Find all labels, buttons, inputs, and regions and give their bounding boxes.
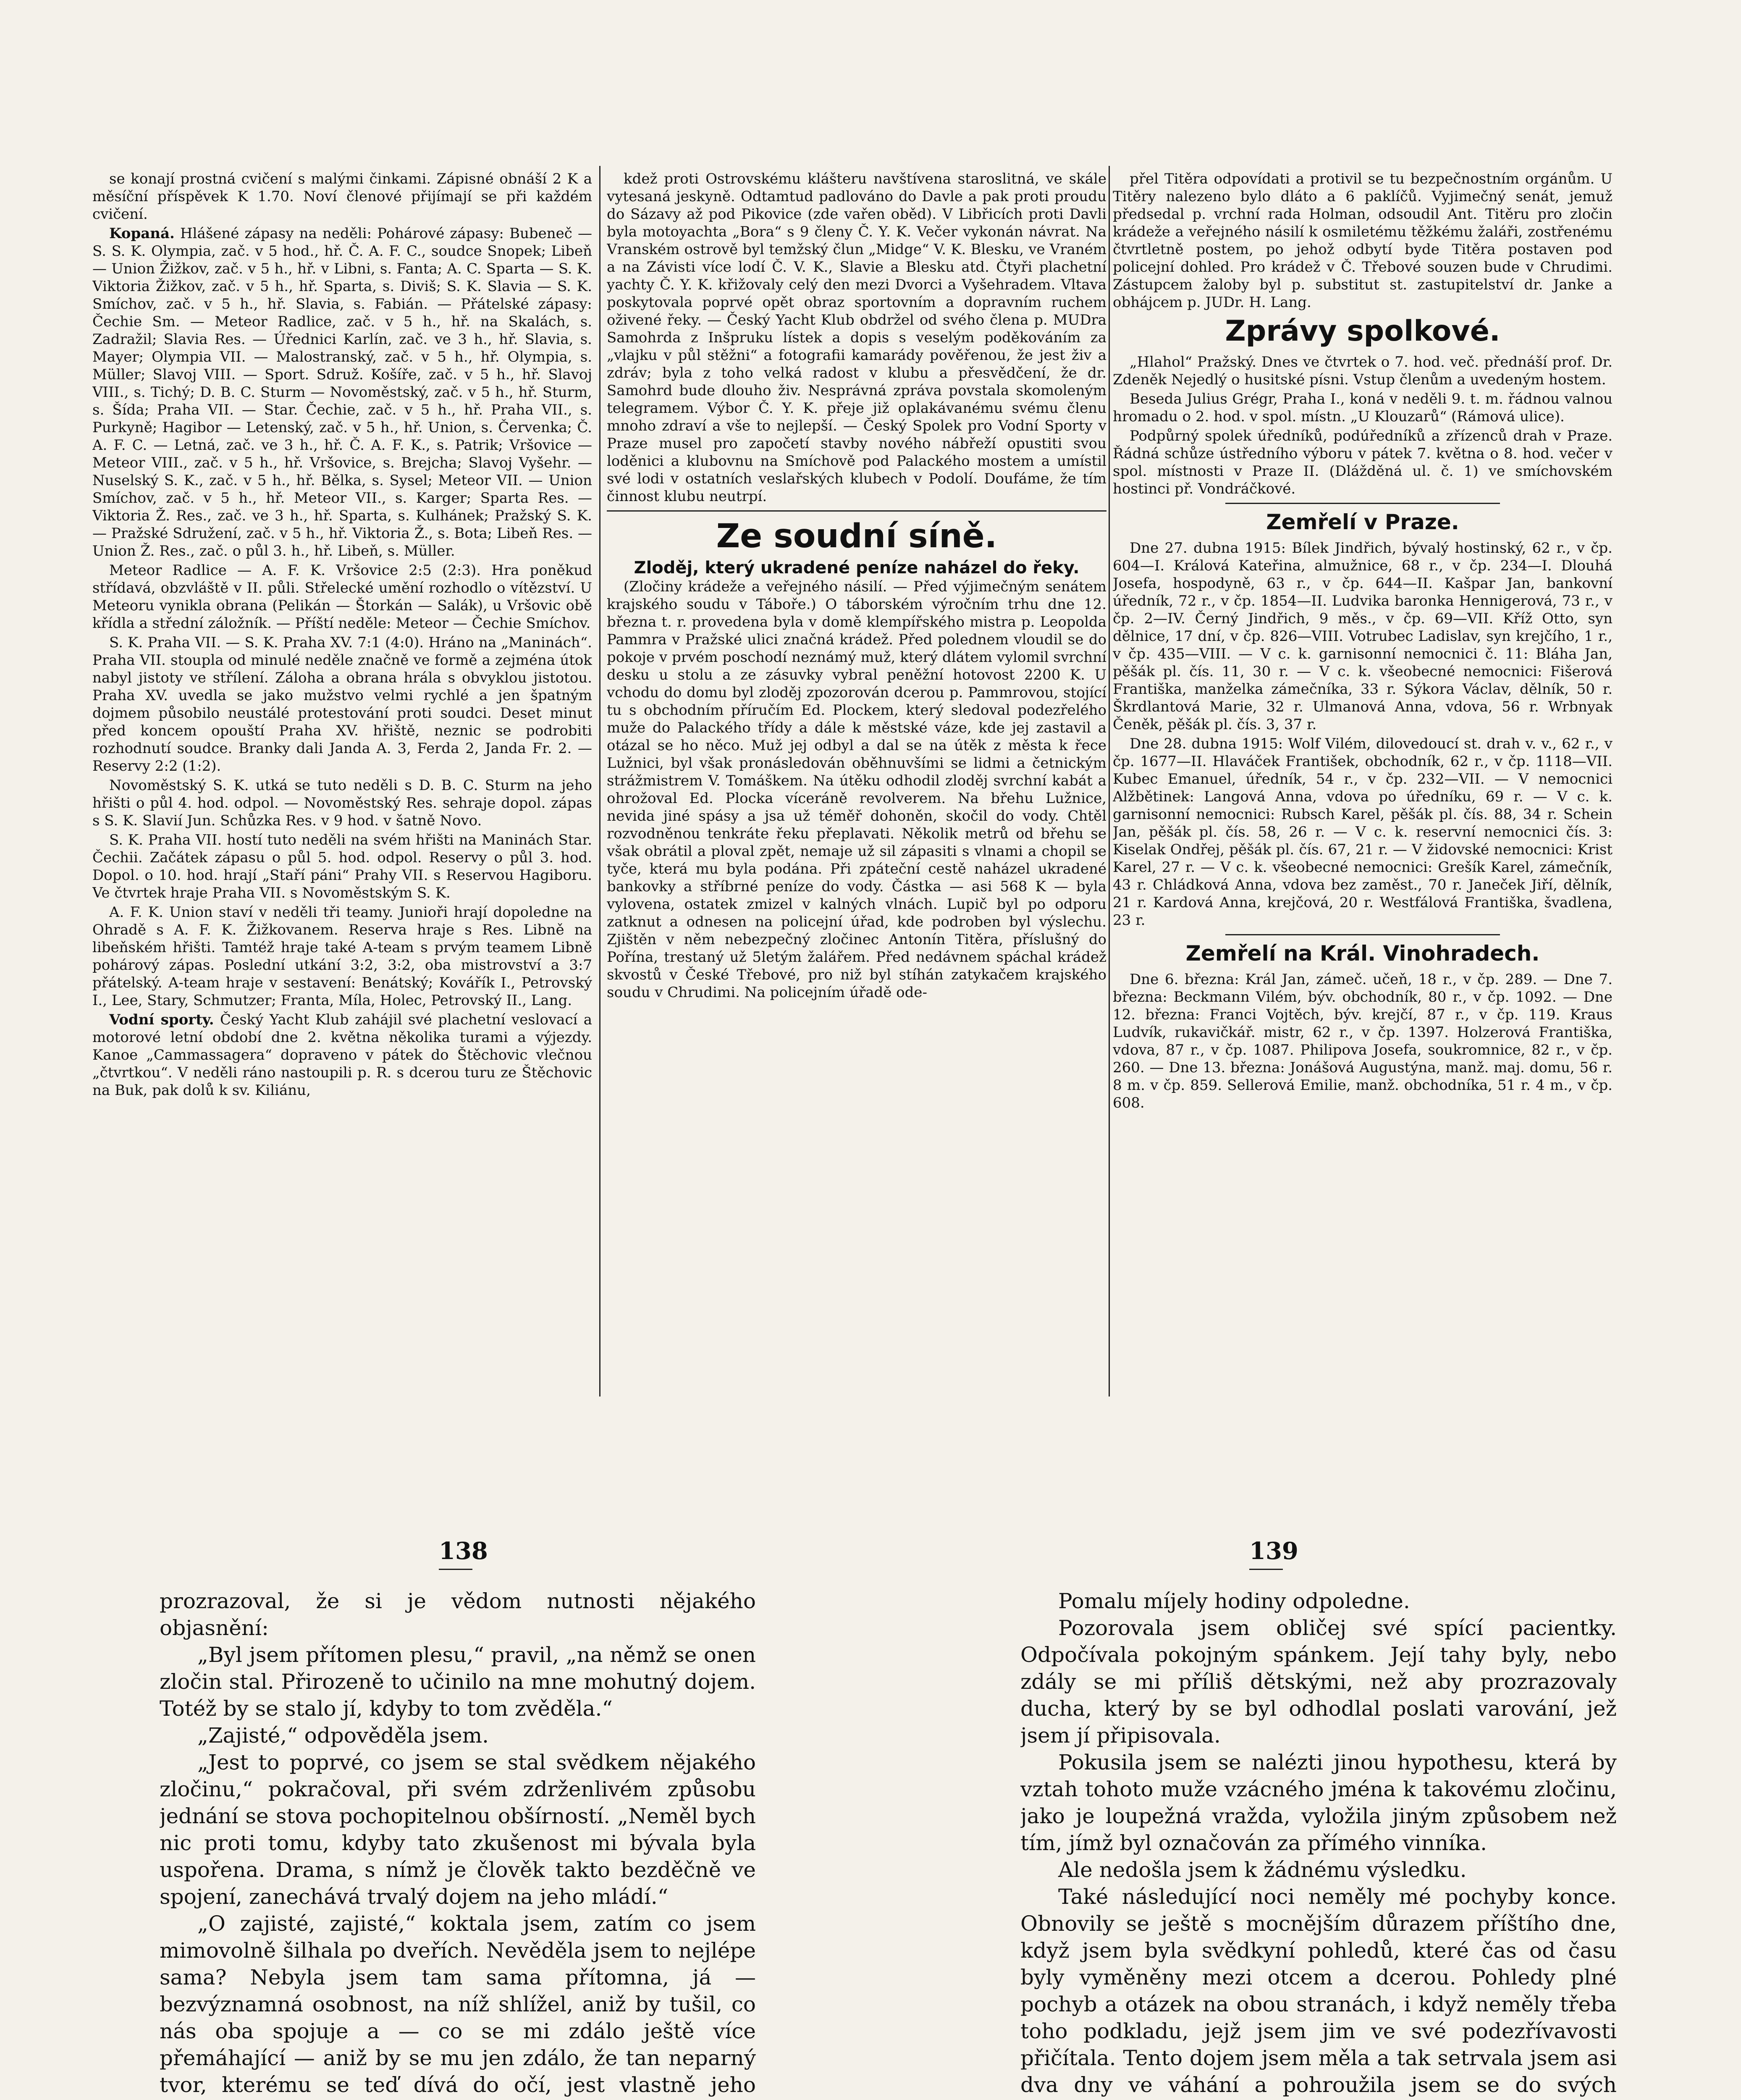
deaths-vinohrady-list: Dne 6. března: Král Jan, zámeč. učeň, 18 r., v čp. 289. — Dne 7. března: Beckmann Vilém, býv. obchodník, 80 r., v čp. 1092. — Dne 12. března: Franci Vojtěch, býv. krejčí, 87 r., v čp. 119. Kraus Ludvík, rukavičkář. mistr, 62 r., v čp. 1397. Holzerová Františka, vdova, 87 r., v čp. 1087. Philipova Josefa, soukromnice, 82 r., v čp. 260. — Dne 13. března: Jonášová Augustýna, manž. maj. domu, 56 r. 8 m. v čp. 859. Sellerová Emilie, manž. obchodníka, 51 r. 4 m., v čp. 608.	[1113, 971, 1613, 1111]
football-paragraph	[92, 225, 592, 560]
football-label: Kopaná.	[109, 225, 175, 242]
railway-union-notice: Podpůrný spolek úředníků, podúředníků a zřízenců drah v Praze. Řádná schůze ústředního výboru v pátek 7. května o 8. hod. večer v spol. místnosti v Praze II. (Dlážděná ul. č. 1) ve smíchovském hostinci př. Vondráčkové.	[1113, 428, 1613, 497]
water-sports-text: Český Yacht Klub zahájil své plachetní veslovací a motorové letní období dne 2. května několika turami a výjezdy. Kanoe „Cammassagera“ dopraveno v pátek do Štěchovic vlečnou „čtvrtkou“. V neděli ráno nastoupili p. R. s dcerou turu ze Štěchovic na Buk, pak dolů k sv. Kiliánu,	[92, 1011, 592, 1099]
union-paragraph: A. F. K. Union staví v neděli tři teamy. Junioři hrají dopoledne na Ohradě s A. F. K. Žižkovanem. Reserva hraje s Res. Libně na libeňském hřišti. Tamtéž hraje také A-team s prvým teamem Libně pohárový zápas. Poslední utkání 3:2, 3:2, oba mistrovství a 3:7 přátelský. A-team hraje v sestavení: Benátský; Kovářík I., Petrovský I., Lee, Stary, Schmutzer; Franta, Míla, Holec, Petrovský II., Lang.	[92, 904, 592, 1009]
hlahol-notice: „Hlahol“ Pražský. Dnes ve čtvrtek o 7. hod. več. přednáší prof. Dr. Zdeněk Nejedlý o husitské písni. Vstup členům a uvedeným hostem.	[1113, 354, 1613, 388]
deaths-vinohrady-heading: Zemřelí na Král. Vinohradech.	[1185, 941, 1540, 966]
novomestsky-paragraph: Novoměstský S. K. utká se tuto neděli s D. B. C. Sturm na jeho hřišti o půl 4. hod. odpol. — Novoměstský Res. sehraje dopol. zápas s S. K. Slavií Jun. Schůzka Res. v 9 hod. v šatně Novo.	[92, 777, 592, 829]
page-number-left: 138	[439, 1537, 488, 1565]
page-number-right-underline	[1249, 1569, 1283, 1570]
novel-left-paragraph: „Jest to poprvé, co jsem se stal svědkem nějakého zločinu,“ pokračoval, při svém zdrženlivém způsobu jednání se stova pochopitelnou obšírností. „Neměl bych nic proti tomu, kdyby tato zkušenost mi bývala byla uspořena. Drama, s nímž je člověk takto bezděčně ve spojení, zanechává trvalý dojem na jeho mládí.“	[160, 1750, 756, 1909]
novel-right-paragraph: Také následující noci neměly mé pochyby konce. Obnovily se ještě s mocnějším důrazem příštího dne, když jsem byla svědkyní pohledů, které čas od času byly vyměněny mezi otcem a dcerou. Pohledy plné pochyb a otázek na obou stranách, i když neměly třeba toho podkladu, jejž jsem jim ve své podezřívavosti přičítala. Tento dojem jsem měla a tak setrvala jsem asi dva dny ve váhání a pohroužila jsem se do svých	[1020, 1885, 1617, 2097]
water-sports-continued: kdež proti Ostrovskému klášteru navštívena staroslitná, ve skále vytesaná jeskyně. Odtamtud padlováno do Davle a pak proti proudu do Sázavy až pod Pikovice (zde vařen oběd). V Libřicích proti Davli byla motoyachta „Bora“ s 9 členy Č. Y. K. Večer vykonán návrat. Na Vranském ostrově byl temžský člun „Midge“ V. K. Blesku, ve Vraném a na Závisti více lodí Č. V. K., Slavie a Blesku atd. Čtyři plachetní yachty Č. Y. K. křižovaly celý den mezi Dvorci a Vyšehradem. Vltava poskytovala poprvé opět obraz sportovním a dopravním ruchem oživené řeky. — Český Yacht Klub obdržel od svého člena p. MUDra Samohrda z Inšpruku lístek a dopis s veselým poděkováním za „vlajku v půl stěžni“ a fotografii kamarády pověřenou, že jest živ a zdráv; byla z toho velká radost v klubu a přesvědčení, že dr. Samohrd bude dlouho živ. Nesprávná zpráva povstala skomoleným telegramem. Výbor Č. Y. K. přeje již oplakávanému svému členu mnoho zdraví a vše to nejlepší. — Český Spolek pro Vodní Sporty v Praze musel pro započetí stavby nového nábřeží opustiti svou loděnici a klubovnu na Smíchově pod Palackého mostem a umístil své lodi v ostatních veslařských klubech v Podolí. Doufáme, že tím činnost klubu neutrpí.	[607, 171, 1106, 505]
novel-page-right	[1020, 1588, 1617, 2100]
match-report-radlice: Meteor Radlice — A. F. K. Vršovice 2:5 (2:3). Hra poněkud střídavá, obzvláště v II. půli. Střelecké umění rozhodlo o vítězství. U Meteoru vynikla obrana (Pelikán — Štorkán — Salák), u Vršovic obě křídla a střední záložník. — Příští neděle: Meteor — Čechie Smíchov.	[92, 562, 592, 632]
novel-right-paragraph: Pomalu míjely hodiny odpoledne.	[1058, 1589, 1410, 1613]
column-divider-2	[1109, 166, 1110, 1396]
novel-page-left	[160, 1588, 756, 2100]
deaths-prague-rule	[1225, 503, 1500, 504]
gymnastics-paragraph: se konají prostná cvičení s malými činkami. Zápisné obnáší 2 K a měsíční příspěvek K 1.70. Noví členové přijímají se při každém cvičení.	[92, 171, 592, 223]
deaths-april-28: Dne 28. dubna 1915: Wolf Vilém, dilovedoucí st. drah v. v., 62 r., v čp. 1677—II. Hlaváček František, obchodník, 62 r., v čp. 1118—VII. Kubec Emanuel, úředník, 54 r., v čp. 232—VII. — V nemocnici Alžbětinek: Langová Anna, vdova po úředníku, 69 r. — V c. k. garnisonní nemocnici: Rubsch Karel, pěšák pl. čís. 88, 34 r. Schein Jan, pěšák pl. čís. 58, 26 r. — V c. k. reservní nemocnici čís. 3: Kiselak Ondřej, pěšák pl. čís. 67, 21 r. — V židovské nemocnici: Krist Karel, 27 r. — V c. k. všeobecné nemocnici: Grešík Karel, zámečník, 43 r. Chládková Anna, vdova bez zaměst., 70 r. Janeček Jiří, dělník, 21 r. Kardová Anna, krejčová, 20 r. Westfálová Františka, švadlena, 23 r.	[1113, 735, 1613, 929]
novel-right-paragraph: Pokusila jsem se nalézti jinou hypothesu, která by vztah tohoto muže vzácného jména k takovému zločinu, jako je loupežná vražda, vyložila jiným způsobem než tím, jímž byl označován za přímého vinníka.	[1020, 1750, 1617, 1855]
associations-heading: Zprávy spolkové.	[1225, 315, 1500, 348]
praha-vii-paragraph: S. K. Praha VII. hostí tuto neděli na svém hřišti na Maninách Star. Čechii. Začátek zápasu o půl 5. hod. odpol. Reservy o půl 3. hod. Dopol. o 10. hod. hrají „Staří páni“ Prahy VII. s Reservou Hagiboru. Ve čtvrtek hraje Praha VII. s Novoměstským S. K.	[92, 832, 592, 901]
court-report: (Zločiny krádeže a veřejného násilí. — Před výjimečným senátem krajského soudu v Táboře.) O táborském výročním trhu dne 12. března t. r. provedena byla v domě klempířského mistra p. Leopolda Pammra v Pražské ulici značná krádež. Před polednem vloudil se do pokoje v prvém poschodí neznámý muž, který dlátem vylomil svrchní desku u stolu a ze zásuvky vybral peněžní hotovost 2200 K. U vchodu do domu byl zloděj zpozorován dcerou p. Pammrovou, stojící tu s obchodním příručím Ed. Plockem, který sledoval podezřelého muže do Palackého třídy a dále k městské váze, kde jej zastavil a otázal se ho něco. Muž jej odbyl a dal se na útěk z města k řece Lužnici, byl však pronásledován oběhnuvšími se lidmi a četnickým strážmistrem V. Tomáškem. Na útěku odhodil zloděj svrchní kabát a ohrožoval Ed. Plocka víceráně revolverem. Na břehu Lužnice, nevida jiné spásy a jsa už téměř dohoněn, skočil do vody. Chtěl rozvodněnou tenkráte řeku přeplavati. Několik metrů od břehu se však obrátil a ploval zpět, nemaje už sil zápasiti s vlnami a chopil se tyče, která mu byla podána. Při zpáteční cestě naházel ukradené bankovky a stříbrné peníze do vody. Částka — asi 568 K — byla vylovena, ostatek zmizel v kalných vlnách. Lupič byl po odporu zatknut a odnesen na policejní úřad, kde podroben byl výslechu. Zjištěn v něm nebezpečný zločinec Antonín Titěra, příslušný do Pořína, trestaný už 5letým žalářem. Před nedávnem spáchal krádež skvostů v České Třebové, pro niž byl stíhán zatykačem krajského soudu v Chrudimi. Na policejním úřadě ode-	[607, 578, 1106, 1001]
court-verdict: přel Titěra odpovídati a protivil se tu bezpečnostním orgánům. U Titěry nalezeno bylo dláto a 6 paklíčů. Vyjimečný senát, jemuž předsedal p. vrchní rada Holman, odsoudil Ant. Titěru pro zločin krádeže a veřejného násilí k osmiletému těžkému žaláři, zostřenému čtvrtletně postem, po jehož odbytí byde Titěra postaven pod policejní dohled. Pro krádež v Č. Třebové souzen bude v Chrudimi. Zástupcem žaloby byl p. substitut st. zastupitelství dr. Janke a obhájcem p. JUDr. H. Lang.	[1113, 171, 1613, 311]
novel-left-paragraph: prozrazoval, že si je vědom nutnosti nějakého objasnění:	[160, 1589, 756, 1640]
deaths-vinohrady-rule	[1225, 934, 1500, 935]
column-court	[607, 170, 1106, 1396]
page-number-left-underline	[439, 1569, 472, 1570]
deaths-april-27: Dne 27. dubna 1915: Bílek Jindřich, bývalý hostinský, 62 r., v čp. 604—I. Králová Kateřina, almužnice, 68 r., v čp. 234—I. Dlouhá Josefa, hospodyně, 63 r., v čp. 644—II. Kašpar Jan, bankovní úředník, 72 r., v čp. 1854—II. Ludvika baronka Hennigerová, 73 r., v čp. 2—IV. Černý Jindřich, 9 měs., v čp. 69—VII. Kříž Otto, syn dělnice, 17 dní, v čp. 826—VIII. Votrubec Ladislav, syn krejčího, 1 r., v čp. 435—VIII. — V c. k. garnisonní nemocnici č. 11: Bláha Jan, pěšák pl. čís. 11, 30 r. — V c. k. všeobecné nemocnici: Fišerová Františka, manželka zámečníka, 33 r. Sýkora Václav, dělník, 50 r. Škrdlantová Marie, 32 r. Ulmanová Anna, vdova, 56 r. Wrbnyak Čeněk, pěšák pl. čís. 3, 37 r.	[1113, 540, 1613, 733]
page-number-right: 139	[1249, 1537, 1298, 1565]
beseda-notice: Beseda Julius Grégr, Praha I., koná v neděli 9. t. m. řádnou valnou hromadu o 2. hod. v spol. místn. „U Klouzarů“ (Rámová ulice).	[1113, 391, 1613, 425]
novel-left-paragraph: „Zajisté,“ odpověděla jsem.	[197, 1723, 489, 1748]
football-text: Hlášené zápasy na neděli: Pohárové zápasy: Bubeneč — S. S. K. Olympia, zač. v 5 hod., hř. Č. A. F. C., soudce Snopek; Libeň — Union Žižkov, zač. v 5 h., hř. v Libni, s. Fanta; A. C. Sparta — S. K. Viktoria Žižkov, zač. v 5 h., hř. Sparta, s. Diviš; S. K. Slavia — S. K. Smíchov, zač. v 5 h., hř. Slavia, s. Fabián. — Přátelské zápasy: Čechie Sm. — Meteor Radlice, zač. v 5 h., hř. na Skalách, s. Zadražil; Slavia Res. — Úřednici Karlín, zač. ve 3 h., hř. Slavia, s. Mayer; Olympia VII. — Malostranský, zač. v 5 h., hř. Olympia, s. Müller; Slavoj VIII. — Sport. Sdruž. Košíře, zač. v 5 h., hř. Slavoj VIII., s. Tichý; D. B. C. Sturm — Novoměstský, zač. v 5 h., hř. Sturm, s. Šída; Praha VII. — Star. Čechie, zač. v 5 h., hř. Praha VII., s. Purkyně; Hagibor — Letenský, zač. v 5 h., hř. Union, s. Červenka; Č. A. F. C. — Letná, zač. ve 3 h., hř. Č. A. F. K., s. Patrik; Vršovice — Meteor VIII., zač. v 5 h., hř. Vršovice, s. Brejcha; Slavoj Vyšehr. — Nuselský S. K., zač. v 5 h., hř. Bělka, s. Sysel; Meteor VII. — Union Smíchov, zač. v 5 h., hř. Meteor VII., s. Karger; Sparta Res. — Viktoria Ž. Res., zač. ve 3 h., hř. Sparta, s. Kulhánek; Pražský S. K. — Pražské Sdružení, zač. v 5 h., hř. Viktoria Ž., s. Bota; Libeň Res. — Union Ž. Res., zač. o půl 3. h., hř. Libeň, s. Müller.	[92, 225, 592, 559]
column-notices	[1113, 170, 1613, 1396]
column-divider-1	[599, 166, 600, 1396]
water-sports-label: Vodní sporty.	[109, 1011, 214, 1028]
water-sports-paragraph	[92, 1011, 592, 1099]
novel-left-paragraph: „O zajisté, zajisté,“ koktala jsem, zatím co jsem mimovolně šilhala po dveřích. Nevěděla jsem to nejlépe sama? Nebyla jsem tam sama přítomna, já — bezvýznamná osobnost, na níž shlížel, aniž by tušil, co nás oba spojuje a — co se mi zdálo ještě více přemáhající — aniž by se mu jen zdálo, že tan neparný tvor, kterému se teď dívá do očí, jest vlastně jeho	[160, 1911, 756, 2097]
court-subheading: Zloděj, který ukradené peníze naházel do řeky.	[634, 558, 1080, 578]
novel-right-paragraph: Ale nedošla jsem k žádnému výsledku.	[1058, 1858, 1467, 1882]
column-sports	[92, 170, 592, 1396]
court-heading: Ze soudní síně.	[716, 517, 997, 555]
section-divider	[607, 510, 1106, 512]
match-report-praha: S. K. Praha VII. — S. K. Praha XV. 7:1 (4:0). Hráno na „Maninách“. Praha VII. stoupla od minulé neděle značně ve formě a zejména útok nabyl jistoty ve střílení. Záloha a obrana hrála s obvyklou jistotou. Praha XV. uvedla se jako mužstvo velmi rychlé a jen špatným dojmem působilo neustálé protestování proti soudci. Deset minut před koncem opouští Praha XV. hřiště, neznic se podrobiti rozhodnutí soudce. Branky dali Janda A. 3, Ferda 2, Janda Fr. 2. — Reservy 2:2 (1:2).	[92, 634, 592, 774]
novel-right-paragraph: Pozorovala jsem obličej své spící pacientky. Odpočívala pokojným spánkem. Její tahy byly, nebo zdály se mi příliš dětskými, než aby prozrazovaly ducha, který by se byl odhodlal poslati varování, jež jsem jí připisovala.	[1020, 1616, 1617, 1748]
novel-left-paragraph: „Byl jsem přítomen plesu,“ pravil, „na němž se onen zločin stal. Přirozeně to učinilo na mne mohutný dojem. Totéž by se stalo jí, kdyby to tom zvěděla.“	[160, 1643, 756, 1721]
deaths-prague-heading: Zemřelí v Praze.	[1266, 510, 1459, 534]
